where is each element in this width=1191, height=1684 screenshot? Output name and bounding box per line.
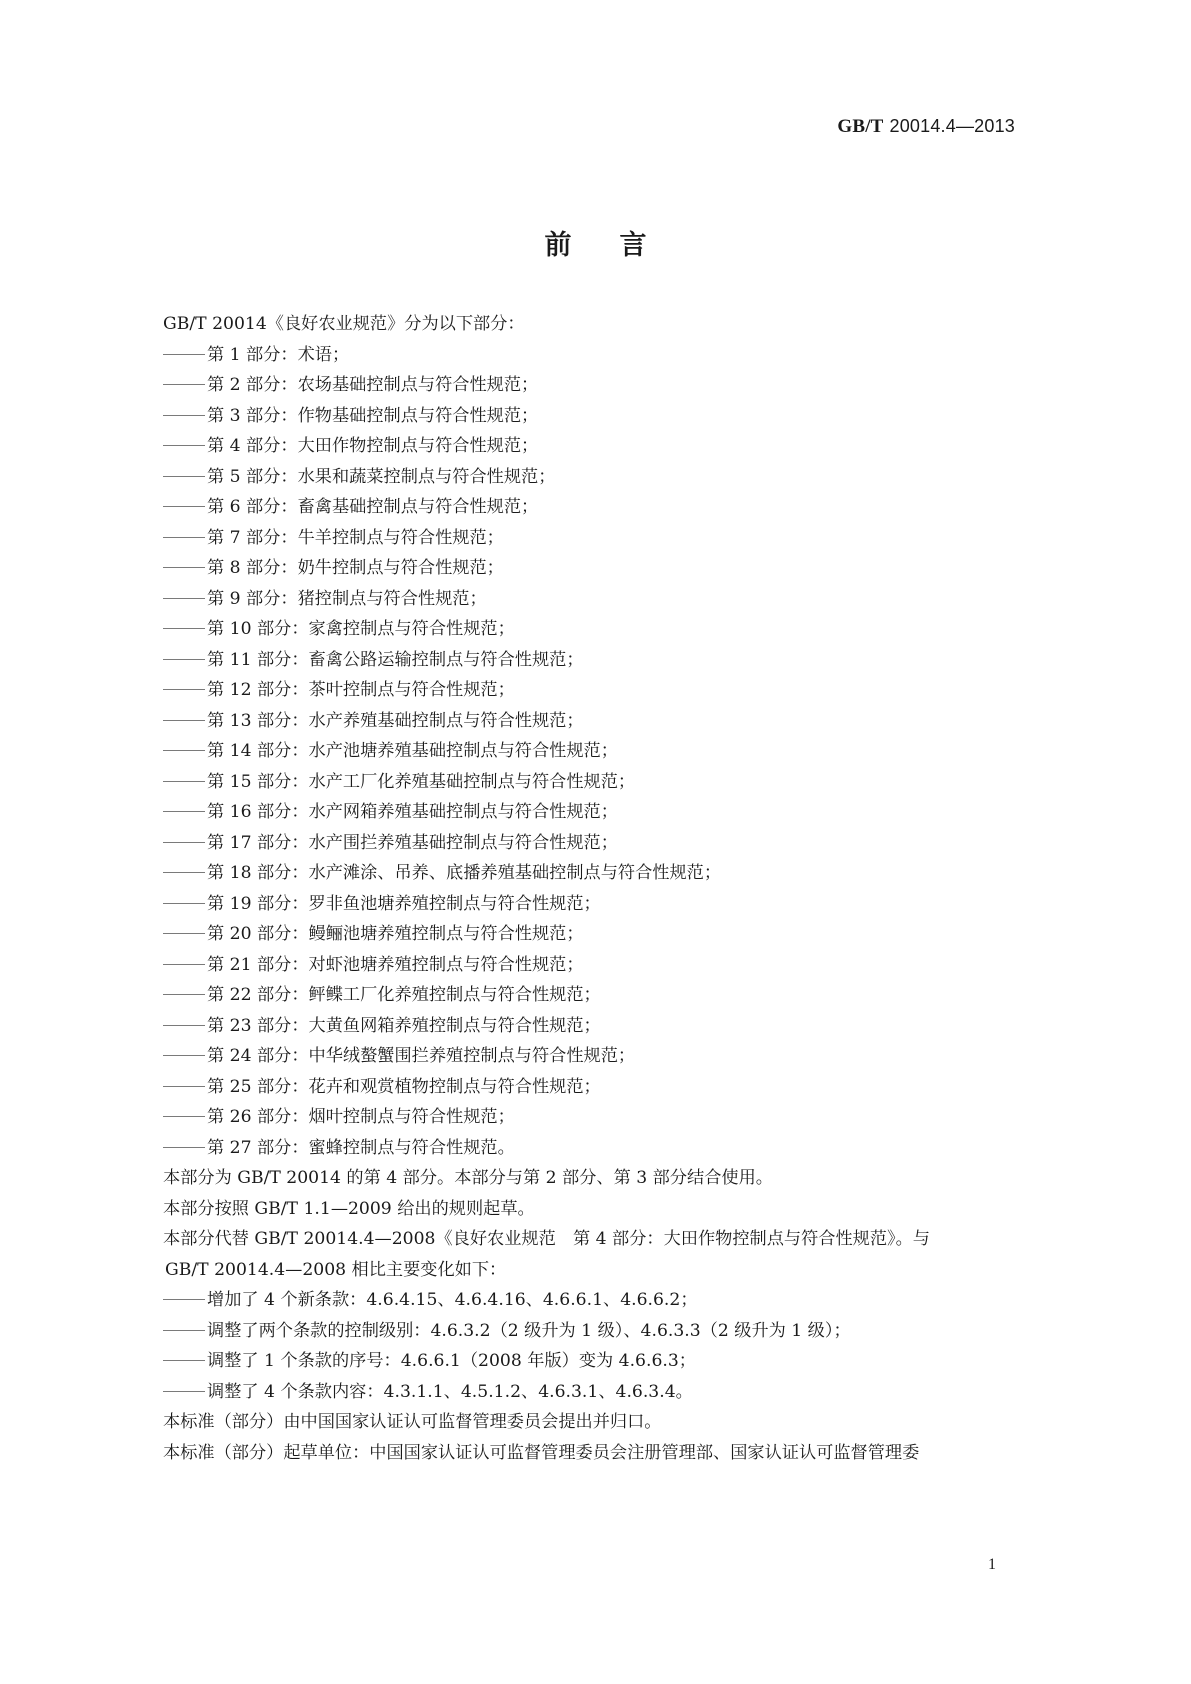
list-item: 调整了 1 个条款的序号：4.6.6.1（2008 年版）变为 4.6.6.3； bbox=[163, 1346, 995, 1377]
dash-icon bbox=[163, 537, 205, 538]
standard-code bbox=[837, 116, 1015, 138]
list-item: 第 12 部分：茶叶控制点与符合性规范； bbox=[163, 675, 995, 706]
parts-list bbox=[163, 340, 995, 1164]
list-item: 第 18 部分：水产滩涂、吊养、底播养殖基础控制点与符合性规范； bbox=[163, 858, 995, 889]
list-item: 第 25 部分：花卉和观赏植物控制点与符合性规范； bbox=[163, 1072, 995, 1103]
list-item: 第 21 部分：对虾池塘养殖控制点与符合性规范； bbox=[163, 950, 995, 981]
dash-icon bbox=[163, 872, 205, 873]
dash-icon bbox=[163, 1391, 205, 1392]
dash-icon bbox=[163, 994, 205, 995]
list-item: 第 11 部分：畜禽公路运输控制点与符合性规范； bbox=[163, 645, 995, 676]
page-number: 1 bbox=[988, 1556, 996, 1573]
dash-icon bbox=[163, 476, 205, 477]
dash-icon bbox=[163, 903, 205, 904]
list-item: 第 4 部分：大田作物控制点与符合性规范； bbox=[163, 431, 995, 462]
dash-icon bbox=[163, 781, 205, 782]
dash-icon bbox=[163, 811, 205, 812]
proposed-by-statement: 本标准（部分）由中国国家认证认可监督管理委员会提出并归口。 bbox=[163, 1412, 662, 1432]
list-item: 调整了 4 个条款内容：4.3.1.1、4.5.1.2、4.6.3.1、4.6.3.4。 bbox=[163, 1377, 995, 1408]
list-item: 第 22 部分：鲆鲽工厂化养殖控制点与符合性规范； bbox=[163, 980, 995, 1011]
list-item: 第 1 部分：术语； bbox=[163, 340, 995, 371]
list-item: 第 26 部分：烟叶控制点与符合性规范； bbox=[163, 1102, 995, 1133]
list-item: 第 24 部分：中华绒螯蟹围拦养殖控制点与符合性规范； bbox=[163, 1041, 995, 1072]
list-item: 第 5 部分：水果和蔬菜控制点与符合性规范； bbox=[163, 462, 995, 493]
list-item: 第 14 部分：水产池塘养殖基础控制点与符合性规范； bbox=[163, 736, 995, 767]
dash-icon bbox=[163, 384, 205, 385]
dash-icon bbox=[163, 354, 205, 355]
standard-prefix: GB/T bbox=[837, 116, 884, 137]
dash-icon bbox=[163, 1086, 205, 1087]
dash-icon bbox=[163, 933, 205, 934]
part-of-statement: 本部分为 GB/T 20014 的第 4 部分。本部分与第 2 部分、第 3 部分结合使用。 bbox=[163, 1168, 773, 1188]
dash-icon bbox=[163, 415, 205, 416]
dash-icon bbox=[163, 567, 205, 568]
dash-icon bbox=[163, 720, 205, 721]
dash-icon bbox=[163, 1147, 205, 1148]
dash-icon bbox=[163, 964, 205, 965]
document-body bbox=[163, 309, 995, 1468]
dash-icon bbox=[163, 1330, 205, 1331]
dash-icon bbox=[163, 750, 205, 751]
page-title: 前言 bbox=[544, 230, 695, 261]
list-item: 第 15 部分：水产工厂化养殖基础控制点与符合性规范； bbox=[163, 767, 995, 798]
list-item: 第 6 部分：畜禽基础控制点与符合性规范； bbox=[163, 492, 995, 523]
list-item: 第 7 部分：牛羊控制点与符合性规范； bbox=[163, 523, 995, 554]
list-item: 增加了 4 个新条款：4.6.4.15、4.6.4.16、4.6.6.1、4.6.6.2； bbox=[163, 1285, 995, 1316]
standard-number: 20014.4—2013 bbox=[889, 116, 1015, 136]
drafted-by-statement: 本标准（部分）起草单位：中国国家认证认可监督管理委员会注册管理部、国家认证认可监督管理委 bbox=[163, 1442, 920, 1463]
list-item: 第 2 部分：农场基础控制点与符合性规范； bbox=[163, 370, 995, 401]
changes-list bbox=[163, 1285, 995, 1407]
list-item: 第 3 部分：作物基础控制点与符合性规范； bbox=[163, 401, 995, 432]
list-item: 调整了两个条款的控制级别：4.6.3.2（2 级升为 1 级）、4.6.3.3（2 级升为 1 级）； bbox=[163, 1316, 995, 1347]
list-item: 第 19 部分：罗非鱼池塘养殖控制点与符合性规范； bbox=[163, 889, 995, 920]
list-item: 第 9 部分：猪控制点与符合性规范； bbox=[163, 584, 995, 615]
list-item: 第 16 部分：水产网箱养殖基础控制点与符合性规范； bbox=[163, 797, 995, 828]
drafting-rules-statement: 本部分按照 GB/T 1.1—2009 给出的规则起草。 bbox=[163, 1198, 535, 1219]
dash-icon bbox=[163, 1025, 205, 1026]
replaces-statement: 本部分代替 GB/T 20014.4—2008《良好农业规范 第 4 部分：大田作物控制点与符合性规范》。与 bbox=[163, 1229, 930, 1249]
replaces-statement-continued: GB/T 20014.4—2008 相比主要变化如下： bbox=[165, 1259, 507, 1280]
list-item: 第 17 部分：水产围拦养殖基础控制点与符合性规范； bbox=[163, 828, 995, 859]
dash-icon bbox=[163, 598, 205, 599]
dash-icon bbox=[163, 506, 205, 507]
list-item: 第 10 部分：家禽控制点与符合性规范； bbox=[163, 614, 995, 645]
dash-icon bbox=[163, 628, 205, 629]
dash-icon bbox=[163, 1055, 205, 1056]
dash-icon bbox=[163, 689, 205, 690]
list-item: 第 8 部分：奶牛控制点与符合性规范； bbox=[163, 553, 995, 584]
dash-icon bbox=[163, 1360, 205, 1361]
intro-paragraph: GB/T 20014《良好农业规范》分为以下部分： bbox=[163, 314, 525, 334]
dash-icon bbox=[163, 1116, 205, 1117]
dash-icon bbox=[163, 842, 205, 843]
dash-icon bbox=[163, 445, 205, 446]
dash-icon bbox=[163, 659, 205, 660]
list-item: 第 23 部分：大黄鱼网箱养殖控制点与符合性规范； bbox=[163, 1011, 995, 1042]
list-item: 第 13 部分：水产养殖基础控制点与符合性规范； bbox=[163, 706, 995, 737]
dash-icon bbox=[163, 1299, 205, 1300]
list-item: 第 20 部分：鳗鲡池塘养殖控制点与符合性规范； bbox=[163, 919, 995, 950]
list-item: 第 27 部分：蜜蜂控制点与符合性规范。 bbox=[163, 1133, 995, 1164]
